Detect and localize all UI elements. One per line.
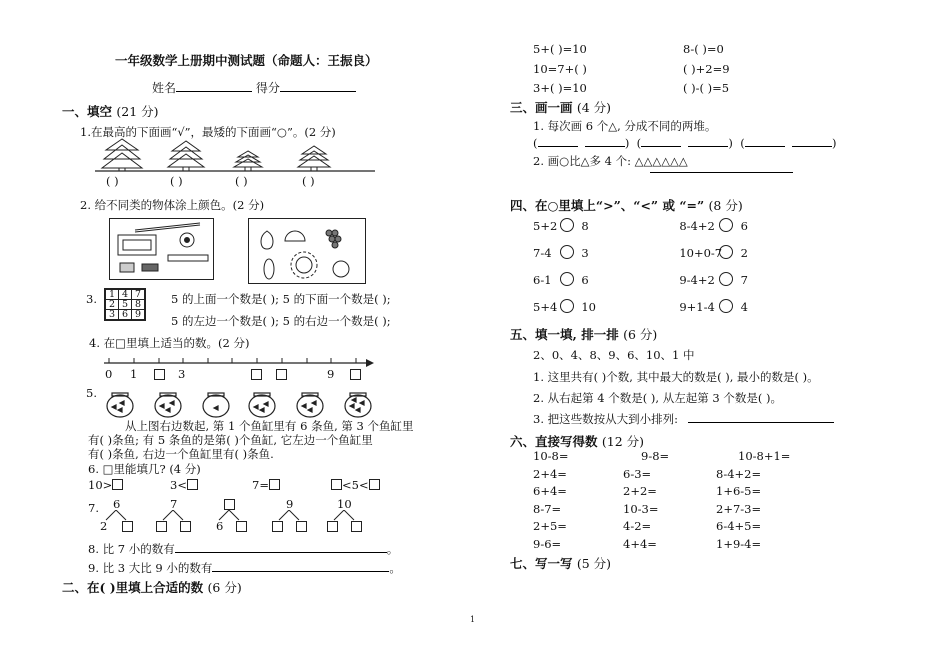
score-label: 得分 [255, 81, 280, 95]
tree-answer-4[interactable]: ( ) [302, 174, 315, 188]
answer-line[interactable] [792, 146, 832, 147]
pencil-case-icon [118, 235, 156, 255]
calc-item: 9-8= [641, 449, 670, 463]
q6-item-1: 10> [88, 478, 123, 492]
page-number: 1 [470, 615, 476, 624]
name-blank[interactable] [176, 91, 252, 92]
q6-item-4: <5< [331, 478, 380, 492]
answer-box[interactable] [369, 479, 380, 490]
answer-line[interactable] [585, 146, 625, 147]
grid-cell: 1 [105, 289, 119, 300]
nl-blank-box[interactable] [154, 369, 165, 380]
tree-icon [102, 139, 142, 171]
s5-q3-answer-line[interactable] [688, 422, 834, 423]
s5-q1: 1. 这里共有( )个数, 其中最大的数是( ), 最小的数是( )。 [533, 370, 819, 384]
compare-circle[interactable] [719, 272, 733, 286]
calc-item: 4+4= [623, 536, 657, 551]
calc-item: 9-6= [533, 536, 562, 551]
decomp-box[interactable] [351, 521, 362, 532]
answer-line[interactable] [745, 146, 785, 147]
q8-text: 8. 比 7 小的数有 。 [88, 542, 399, 556]
fishbowl-icon [249, 393, 275, 417]
q5-line-2: 有( )条鱼; 有 5 条鱼的是第( )个鱼缸, 它左边一个鱼缸里 [88, 433, 373, 447]
decomp-box[interactable] [156, 521, 167, 532]
decomp-top-5: 10 [337, 497, 352, 511]
compare-circle[interactable] [560, 299, 574, 313]
calc-item: 8-4+2= [716, 466, 762, 481]
grid-cell: 6 [119, 310, 132, 321]
shell-icon [285, 231, 305, 241]
corn-icon [264, 259, 274, 279]
calc-item: 10-3= [623, 501, 659, 516]
q1-text: 1.在最高的下面画“√”，最矮的下面画“○”。(2 分) [80, 125, 336, 139]
section-2-heading: 二、在( )里填上合适的数 (6 分) [62, 580, 242, 595]
s6-col-1 [533, 448, 568, 553]
ball-icon [180, 233, 194, 247]
nl-label-1: 1 [130, 367, 138, 381]
fishbowl-icon [297, 393, 323, 417]
decomp-top-4: 9 [286, 497, 294, 511]
section-7-heading: 七、写一写 (5 分) [510, 556, 612, 571]
fishbowl-icon [155, 393, 181, 417]
tree-answer-1[interactable]: ( ) [106, 174, 119, 188]
decomp-top-box[interactable] [224, 499, 235, 510]
answer-box[interactable] [331, 479, 342, 490]
tree-icon [234, 151, 262, 171]
calc-item: 8-7= [533, 501, 562, 516]
calc-item: 6-4+5= [716, 519, 762, 533]
fishbowl-icon [107, 393, 133, 417]
answer-box[interactable] [112, 479, 123, 490]
s6-col-3 [716, 448, 790, 553]
fill-item: 5+( )=10 [533, 42, 587, 56]
name-score-line [152, 79, 356, 96]
compare-circle[interactable] [560, 245, 574, 259]
grid-cell: 5 [119, 300, 132, 310]
q7-number: 7. [88, 501, 99, 515]
fill-item: 10=7+( ) [533, 61, 587, 76]
fill-item: ( )-( )=5 [683, 81, 730, 95]
s3-q2-text: 2. 画○比△多 4 个: △△△△△△ [533, 154, 688, 168]
q6-item-2: 3< [170, 478, 198, 492]
decomp-box[interactable] [327, 521, 338, 532]
decomp-box[interactable] [180, 521, 191, 532]
q3-number: 3. [86, 292, 97, 306]
compare-row: 5+2 8 8-4+2 6 [533, 219, 748, 233]
grid-cell: 9 [132, 310, 146, 321]
trees-illustration [95, 137, 377, 175]
orange-icon [333, 261, 349, 277]
calc-item: 10-8+1= [738, 449, 791, 463]
grapes-icon [326, 230, 341, 248]
section-5-heading: 五、填一填, 排一排 (6 分) [510, 327, 658, 342]
eraser-icon [142, 264, 158, 271]
score-blank[interactable] [280, 91, 356, 92]
s3-q1-text: 1. 每次画 6 个△, 分成不同的两堆。 [533, 119, 717, 133]
fill-item: ( )+2=9 [683, 61, 730, 76]
decomp-box[interactable] [122, 521, 133, 532]
decomp-left-3: 6 [216, 519, 224, 533]
calc-item: 1+6-5= [716, 484, 762, 498]
fill-item: 8-( )=0 [683, 42, 724, 56]
tree-icon [298, 146, 330, 171]
section-1-heading: 一、填空 (21 分) [62, 104, 159, 119]
compare-circle[interactable] [719, 218, 733, 232]
calc-item: 2+2= [623, 484, 657, 498]
number-grid [104, 288, 146, 321]
fishbowls-illustration [104, 390, 376, 418]
compare-row: 5+4 10 9+1-4 4 [533, 300, 748, 314]
answer-box[interactable] [187, 479, 198, 490]
sharpener-icon [120, 263, 134, 272]
q4-text: 4. 在□里填上适当的数。(2 分) [89, 336, 250, 350]
q3-line-b: 5 的左边一个数是( ); 5 的右边一个数是( ); [171, 314, 391, 328]
decomp-box[interactable] [296, 521, 307, 532]
nl-label-0: 0 [105, 367, 113, 381]
q5-line-1: 从上图右边数起, 第 1 个鱼缸里有 6 条鱼, 第 3 个鱼缸里 [125, 419, 414, 433]
answer-line[interactable] [688, 146, 728, 147]
answer-line[interactable] [641, 146, 681, 147]
calc-item: 2+7-3= [716, 501, 762, 516]
s5-q2: 2. 从右起第 4 个数是( ), 从左起第 3 个数是( )。 [533, 391, 782, 405]
fill-item: 3+( )=10 [533, 81, 587, 95]
pencil-icon [135, 223, 200, 232]
section-4-items [533, 218, 748, 326]
q5-line-3: 有( )条鱼, 右边一个鱼缸里有( )条鱼. [88, 447, 274, 461]
grid-cell: 2 [105, 300, 119, 310]
nl-blank-box[interactable] [350, 369, 361, 380]
q3-line-a: 5 的上面一个数是( ); 5 的下面一个数是( ); [171, 292, 391, 306]
s5-q3: 3. 把这些数按从大到小排列: [533, 411, 834, 427]
q2-text: 2. 给不同类的物体涂上颜色。(2 分) [80, 198, 265, 212]
grid-cell: 3 [105, 310, 119, 321]
pear-icon [261, 231, 273, 249]
fishbowl-icon [203, 393, 229, 417]
calc-item: 4-2= [623, 519, 652, 533]
compare-circle[interactable] [719, 245, 733, 259]
stationery-picture-box [109, 218, 214, 280]
compare-circle[interactable] [560, 272, 574, 286]
q6-text: 6. □里能填几? (4 分) [88, 462, 201, 476]
decomp-top-1: 6 [113, 497, 121, 511]
s6-col-2 [623, 448, 669, 553]
calc-item: 6+4= [533, 484, 567, 498]
tree-answer-3[interactable]: ( ) [235, 174, 248, 188]
q6-item-3: 7= [252, 478, 280, 492]
decomp-box[interactable] [236, 521, 247, 532]
section-6-heading: 六、直接写得数 (12 分) [510, 434, 645, 449]
tree-answer-2[interactable]: ( ) [170, 174, 183, 188]
grid-cell: 8 [132, 300, 146, 310]
tree-icon [168, 141, 204, 171]
ruler-icon [168, 255, 208, 261]
section-2-items [533, 40, 730, 99]
decomp-left-1: 2 [100, 519, 108, 533]
compare-row: 6-1 6 9-4+2 7 [533, 273, 748, 287]
q9-answer-line[interactable] [212, 571, 389, 572]
calc-item: 1+9-4= [716, 536, 762, 551]
nl-blank-box[interactable] [251, 369, 262, 380]
sunflower-icon [291, 252, 317, 278]
nl-label-3: 3 [178, 367, 186, 381]
calc-item: 10-8= [533, 449, 569, 463]
compare-row: 7-4 3 10+0-7 2 [533, 246, 748, 260]
s5-numbers: 2、0、4、8、9、6、10、1 中 [533, 348, 695, 362]
q8-answer-line[interactable] [175, 552, 387, 553]
q5-number: 5. [86, 386, 97, 400]
section-3-heading: 三、画一画 (4 分) [510, 100, 612, 115]
answer-line[interactable] [538, 146, 578, 147]
calc-item: 6-3= [623, 466, 652, 481]
section-4-heading: 四、在○里填上“>”、“<” 或 “=” (8 分) [510, 198, 743, 213]
fruit-picture-box [248, 218, 366, 284]
compare-circle[interactable] [560, 218, 574, 232]
answer-box[interactable] [269, 479, 280, 490]
name-label: 姓名 [152, 81, 177, 95]
grid-cell: 7 [132, 289, 146, 300]
s3-q1-answers: ( ) ( ) ( ) [533, 136, 837, 150]
nl-label-9: 9 [327, 367, 335, 381]
compare-circle[interactable] [719, 299, 733, 313]
nl-blank-box[interactable] [276, 369, 287, 380]
calc-item: 2+4= [533, 466, 567, 481]
s3-q2-answer-line[interactable] [650, 172, 793, 173]
calc-item: 2+5= [533, 519, 567, 533]
q9-text: 9. 比 3 大比 9 小的数有 。 [88, 561, 401, 575]
decomp-top-2: 7 [170, 497, 178, 511]
decomp-box[interactable] [272, 521, 283, 532]
grid-cell: 4 [119, 289, 132, 300]
page-title: 一年级数学上册期中测试题（命题人：王振良） [115, 53, 378, 68]
fishbowl-icon [345, 393, 371, 417]
